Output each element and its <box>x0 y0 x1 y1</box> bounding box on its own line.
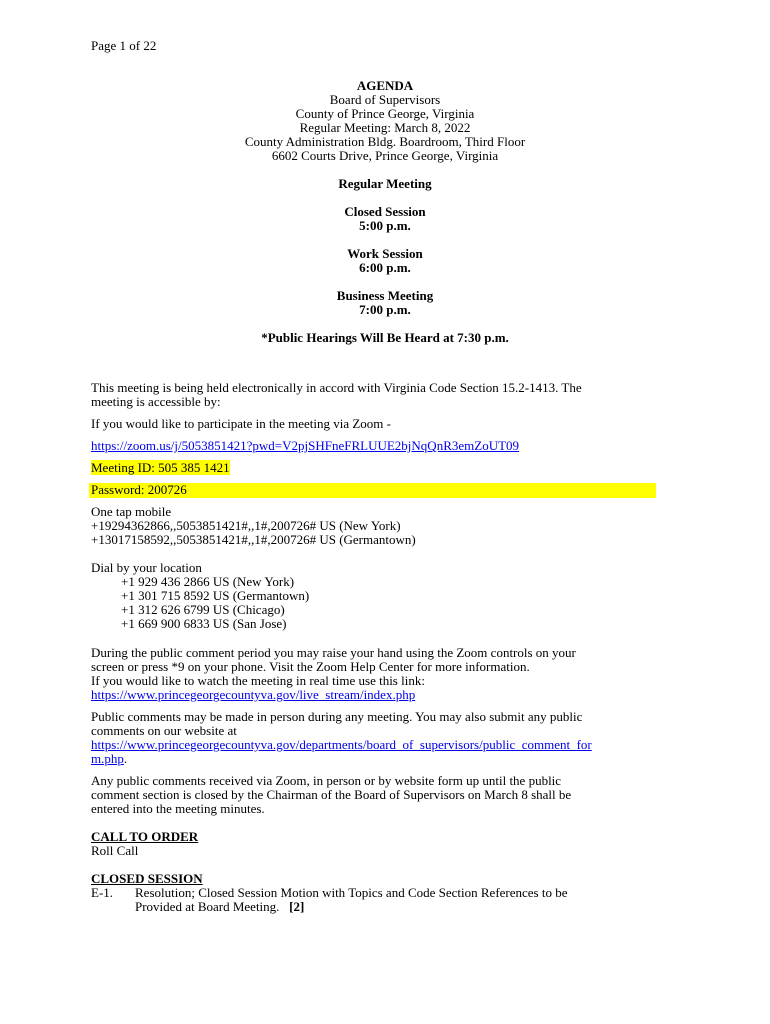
closed-session-schedule <box>0 205 770 233</box>
closed-session-item-text-cont: Provided at Board Meeting. <box>135 899 280 914</box>
one-tap-new-york: +19294362866,,5053851421#,,1#,200726# US (New York) <box>91 518 401 533</box>
live-stream-link[interactable]: https://www.princegeorgecountyva.gov/live_stream/index.php <box>91 687 416 702</box>
closed-session-item-text: Resolution; Closed Session Motion with Topics and Code Section References to be <box>135 885 568 900</box>
dial-number: +1 301 715 8592 US (Germantown) <box>121 588 310 603</box>
meeting-date: Regular Meeting: March 8, 2022 <box>299 120 471 135</box>
agenda-page: Page 1 of 22 AGENDA Board of Supervisors County of Prince George, Virginia Regular Meeting: March 8, 2022 County Administration Bldg. Boardroom, Third Floor 6602 Courts Drive, Prince George, Virginia Regular Meeting Closed Session 5:00 p.m. Work Session 6:00 p.m. Business Meeting 7:00 p.m. *Public Hearings Will Be Heard at 7:30 p.m. This meeting is being held electronically in accord with Virginia Code Section 15.2-1413. The meeting is accessible by: If you would like to participate in the meeting via Zoom - https://zoom.us/j/5053851421?pwd=V2pjSHFneFRLUUE2bjNqQnR3emZoUT09 Meeting ID: 505 385 1421 Password: 200726 One tap mobile +19294362866,,5053851421#,,1#,200726# US (New York) +13017158592,,5053851421#,,1#,200726# US (Germantown) Dial by your location +1 929 436 2866 US (New York) +1 301 715 8592 US (Germantown) +1 312 626 6799 US (Chicago) +1 669 900 6833 US (San Jose) During the public comment period you may raise your hand using the Zoom controls on your screen or press *9 on your phone. Visit the Zoom Help Center for more information. If you would like to watch the meeting in real time use this link: https://www.princegeorgecountyva.gov/live_stream/index.php Public comments may be made in person during any meeting. You may also submit any public comments on our website at https://www.princegeorgecountyva.gov/departments/board_of_supervisors/public_comment_for m.php. Any public comments received via Zoom, in person or by website form up until the public comment section is closed by the Chairman of the Board of Supervisors on March 8 shall be entered into the meeting minutes. CALL TO ORDER Roll Call CLOSED SESSION E-1. Resolution; Closed Session Motion with Topics and Code Section References to be Provided at Board Meeting. [2] <box>0 0 770 1024</box>
comment-p3-line-2: comment section is closed by the Chairman of the Board of Supervisors on March 8 shall be <box>91 787 572 802</box>
comment-p2-line-1: Public comments may be made in person during any meeting. You may also submit any public <box>91 709 583 724</box>
dial-label: Dial by your location <box>91 560 202 575</box>
closed-session-item-number: E-1. <box>91 885 114 900</box>
work-session-time: 6:00 p.m. <box>359 260 411 275</box>
business-meeting-title: Business Meeting <box>336 288 434 303</box>
comment-p2-line-2: comments on our website at <box>91 723 237 738</box>
comment-p1-line-1: During the public comment period you may raise your hand using the Zoom controls on your <box>91 645 576 660</box>
electronic-line-1: This meeting is being held electronically in accord with Virginia Code Section 15.2-1413. The <box>91 380 582 395</box>
closed-session-item-ref: [2] <box>289 899 305 914</box>
public-comment-link-cont[interactable]: m.php <box>91 751 124 766</box>
call-to-order-heading: CALL TO ORDER <box>91 829 199 844</box>
roll-call: Roll Call <box>91 843 139 858</box>
closed-session-heading: CLOSED SESSION <box>91 871 203 886</box>
regular-meeting-label: Regular Meeting <box>338 176 432 191</box>
closed-session-time: 5:00 p.m. <box>359 218 411 233</box>
comment-p3-line-3: entered into the meeting minutes. <box>91 801 265 816</box>
closed-session-title: Closed Session <box>344 204 426 219</box>
password: Password: 200726 <box>91 482 187 497</box>
agenda-title: AGENDA <box>356 78 414 93</box>
meeting-address: 6602 Courts Drive, Prince George, Virginia <box>271 148 499 163</box>
work-session-title: Work Session <box>347 246 423 261</box>
board-name: Board of Supervisors <box>329 92 441 107</box>
dial-number: +1 929 436 2866 US (New York) <box>121 574 295 589</box>
dial-number: +1 312 626 6799 US (Chicago) <box>121 602 285 617</box>
public-hearings-note: *Public Hearings Will Be Heard at 7:30 p.m. <box>261 330 509 345</box>
meeting-id: Meeting ID: 505 385 1421 <box>91 460 230 475</box>
comment-p1-line-3: If you would like to watch the meeting in real time use this link: <box>91 673 425 688</box>
one-tap-label: One tap mobile <box>91 504 172 519</box>
electronic-line-2: meeting is accessible by: <box>91 394 221 409</box>
business-meeting-schedule <box>0 289 770 317</box>
meeting-location: County Administration Bldg. Boardroom, Third Floor <box>244 134 526 149</box>
one-tap-germantown: +13017158592,,5053851421#,,1#,200726# US (Germantown) <box>91 532 416 547</box>
zoom-intro: If you would like to participate in the meeting via Zoom - <box>91 416 392 431</box>
public-comment-link[interactable]: https://www.princegeorgecountyva.gov/departments/board_of_supervisors/public_comment_for <box>91 737 592 752</box>
county-name: County of Prince George, Virginia <box>295 106 475 121</box>
work-session-schedule <box>0 247 770 275</box>
page-number: Page 1 of 22 <box>91 38 157 53</box>
comment-p1-line-2: screen or press *9 on your phone. Visit the Zoom Help Center for more information. <box>91 659 530 674</box>
dial-number: +1 669 900 6833 US (San Jose) <box>121 616 287 631</box>
agenda-header <box>0 79 770 163</box>
zoom-link[interactable]: https://zoom.us/j/5053851421?pwd=V2pjSHFneFRLUUE2bjNqQnR3emZoUT09 <box>91 438 520 453</box>
business-meeting-time: 7:00 p.m. <box>359 302 411 317</box>
comment-p3-line-1: Any public comments received via Zoom, in person or by website form up until the public <box>91 773 562 788</box>
